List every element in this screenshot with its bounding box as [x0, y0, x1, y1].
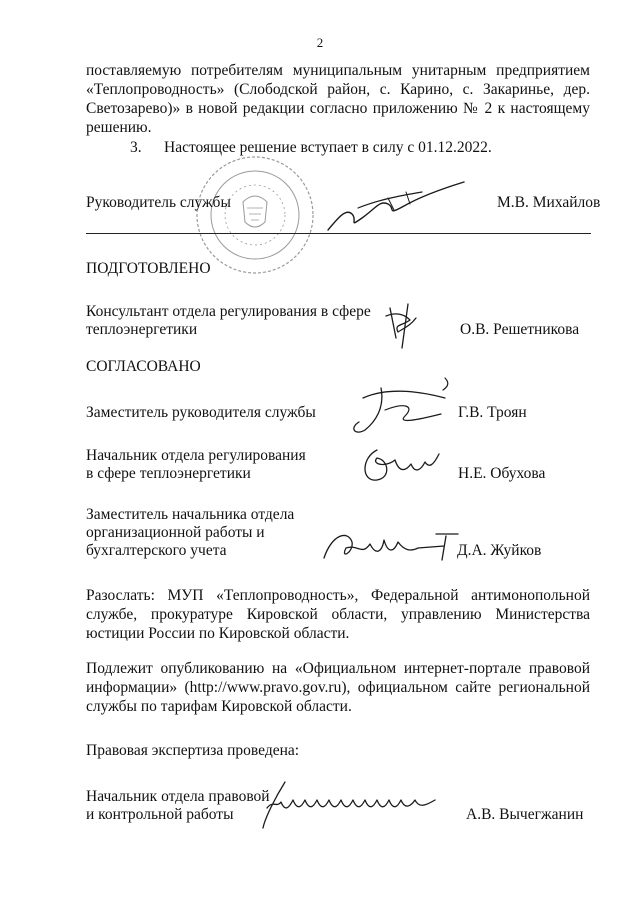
prepared-title-line1: Консультант отдела регулирования в сфере: [86, 303, 371, 320]
publication-paragraph: Подлежит опубликованию на «Официальном интернет-портале правовой информации» (http://www.pravo.gov.ru), официальном сайте региональной службы по тарифам Кировской области.: [86, 660, 590, 715]
list-item-text: Настоящее решение вступает в силу с 01.12.2022.: [164, 139, 492, 156]
legal-signature: [255, 778, 445, 833]
head-signature: [318, 178, 468, 238]
agreed-title-3-line1: Заместитель начальника отдела: [86, 506, 295, 523]
divider-line: [86, 233, 591, 234]
head-name: М.В. Михайлов: [497, 194, 601, 211]
agreed-title-1: Заместитель руководителя службы: [86, 404, 316, 421]
prepared-heading: ПОДГОТОВЛЕНО: [86, 260, 211, 277]
agreed-heading: СОГЛАСОВАНО: [86, 358, 201, 375]
agreed-signature-2: [355, 440, 445, 490]
agreed-title-2-line2: в сфере теплоэнергетики: [86, 465, 251, 482]
legal-name: А.В. Вычегжанин: [466, 806, 584, 823]
agreed-title-3-line2: организационной работы и: [86, 524, 265, 541]
prepared-signature: [382, 298, 422, 353]
head-title: Руководитель службы: [86, 194, 231, 211]
distribution-paragraph: Разослать: МУП «Теплопроводность», Федеральной антимонопольной службе, прокуратуре Кировской области, управлению Министерства юстиции России по Кировской области.: [86, 587, 590, 642]
prepared-name: О.В. Решетникова: [460, 321, 580, 338]
agreed-name-2: Н.Е. Обухова: [458, 465, 546, 482]
agreed-title-3-line3: бухгалтерского учета: [86, 542, 227, 559]
agreed-signature-3: [318, 522, 463, 567]
list-item-number: 3.: [130, 139, 142, 156]
agreed-name-1: Г.В. Троян: [458, 404, 527, 421]
intro-paragraph: поставляемую потребителям муниципальным унитарным предприятием «Теплопроводность» (Слободской район, с. Карино, с. Закаринье, дер. Светозарево)» в новой редакции согласно приложению № 2 к настоящему решению.: [86, 62, 590, 136]
agreed-title-2-line1: Начальник отдела регулирования: [86, 447, 306, 464]
legal-review-text: Правовая экспертиза проведена:: [86, 742, 300, 759]
prepared-title-line2: теплоэнергетики: [86, 321, 198, 338]
page-number: 2: [316, 35, 324, 50]
agreed-signature-1: [345, 372, 455, 442]
legal-title-line1: Начальник отдела правовой: [86, 788, 270, 805]
agreed-name-3: Д.А. Жуйков: [457, 542, 542, 559]
legal-title-line2: и контрольной работы: [86, 806, 234, 823]
